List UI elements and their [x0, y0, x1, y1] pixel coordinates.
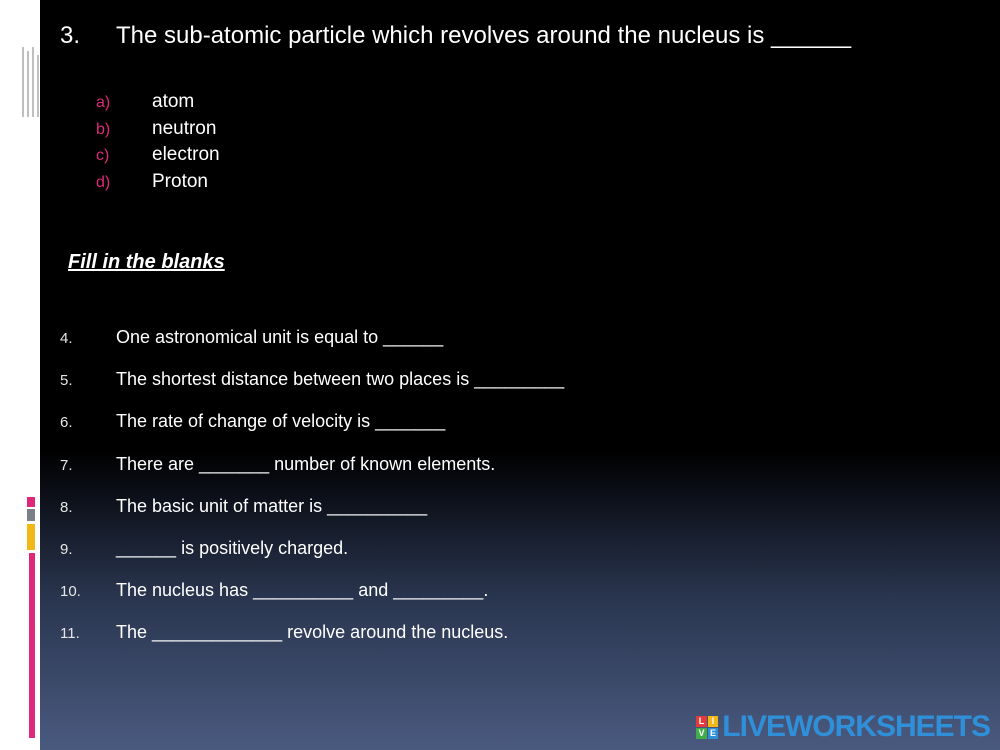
question-item — [60, 578, 564, 620]
question-number: 11. — [60, 625, 80, 643]
question-text: ______ is positively charged. — [116, 537, 349, 558]
question-text: The nucleus has __________ and _________. — [116, 580, 489, 601]
question-text: There are _______ number of known elements. — [116, 453, 496, 474]
option-text: neutron — [152, 117, 217, 139]
question-text: The sub-atomic particle which revolves around the nucleus is ______ — [116, 22, 852, 49]
question-number: 10. — [60, 583, 81, 601]
question-number: 5. — [60, 372, 73, 390]
accent-bar-magenta — [29, 553, 35, 738]
question-number: 7. — [60, 456, 73, 474]
option-letter: d) — [96, 173, 111, 191]
option-item[interactable] — [96, 169, 220, 196]
option-letter: b) — [96, 120, 111, 138]
question-text: The _____________ revolve around the nucleus. — [116, 622, 509, 643]
option-item[interactable] — [96, 89, 220, 116]
accent-bar-magenta-top — [27, 497, 35, 507]
question-text: The shortest distance between two places is _________ — [116, 369, 565, 390]
question-number: 3. — [60, 22, 81, 49]
section-title: Fill in the blanks — [68, 251, 225, 273]
option-item[interactable] — [96, 116, 220, 143]
question-item — [60, 452, 564, 494]
question-number: 4. — [60, 330, 73, 347]
liveworksheets-logo[interactable] — [696, 710, 990, 744]
logo-letter: E — [708, 728, 719, 739]
question-number: 6. — [60, 414, 73, 432]
accent-bar-yellow — [27, 524, 35, 550]
question-item — [60, 325, 564, 367]
logo-text: LIVEWORKSHEETS — [722, 710, 990, 743]
slide — [40, 0, 1000, 750]
option-letter: a) — [96, 94, 111, 111]
question-item — [60, 620, 564, 662]
accent-bar-gray — [27, 509, 35, 521]
questions-list — [60, 325, 564, 663]
question-number: 9. — [60, 540, 73, 558]
logo-icon — [696, 716, 718, 738]
question-text: One astronomical unit is equal to ______ — [116, 327, 444, 347]
question-item — [60, 536, 564, 578]
option-text: electron — [152, 144, 220, 165]
option-item[interactable] — [96, 142, 220, 169]
option-text: Proton — [152, 170, 208, 192]
logo-letter: I — [708, 716, 719, 727]
option-letter: c) — [96, 147, 110, 164]
question-item — [60, 409, 564, 451]
logo-letter: V — [696, 728, 707, 739]
question-item — [60, 367, 564, 409]
question-text: The basic unit of matter is __________ — [116, 495, 428, 516]
question-number: 8. — [60, 498, 73, 516]
white-stripes-icon — [19, 45, 41, 120]
options-list — [96, 89, 220, 195]
question-3 — [60, 22, 851, 50]
logo-letter: L — [696, 716, 707, 727]
question-text: The rate of change of velocity is _______ — [116, 411, 446, 432]
option-text: atom — [152, 91, 195, 112]
question-item — [60, 494, 564, 536]
